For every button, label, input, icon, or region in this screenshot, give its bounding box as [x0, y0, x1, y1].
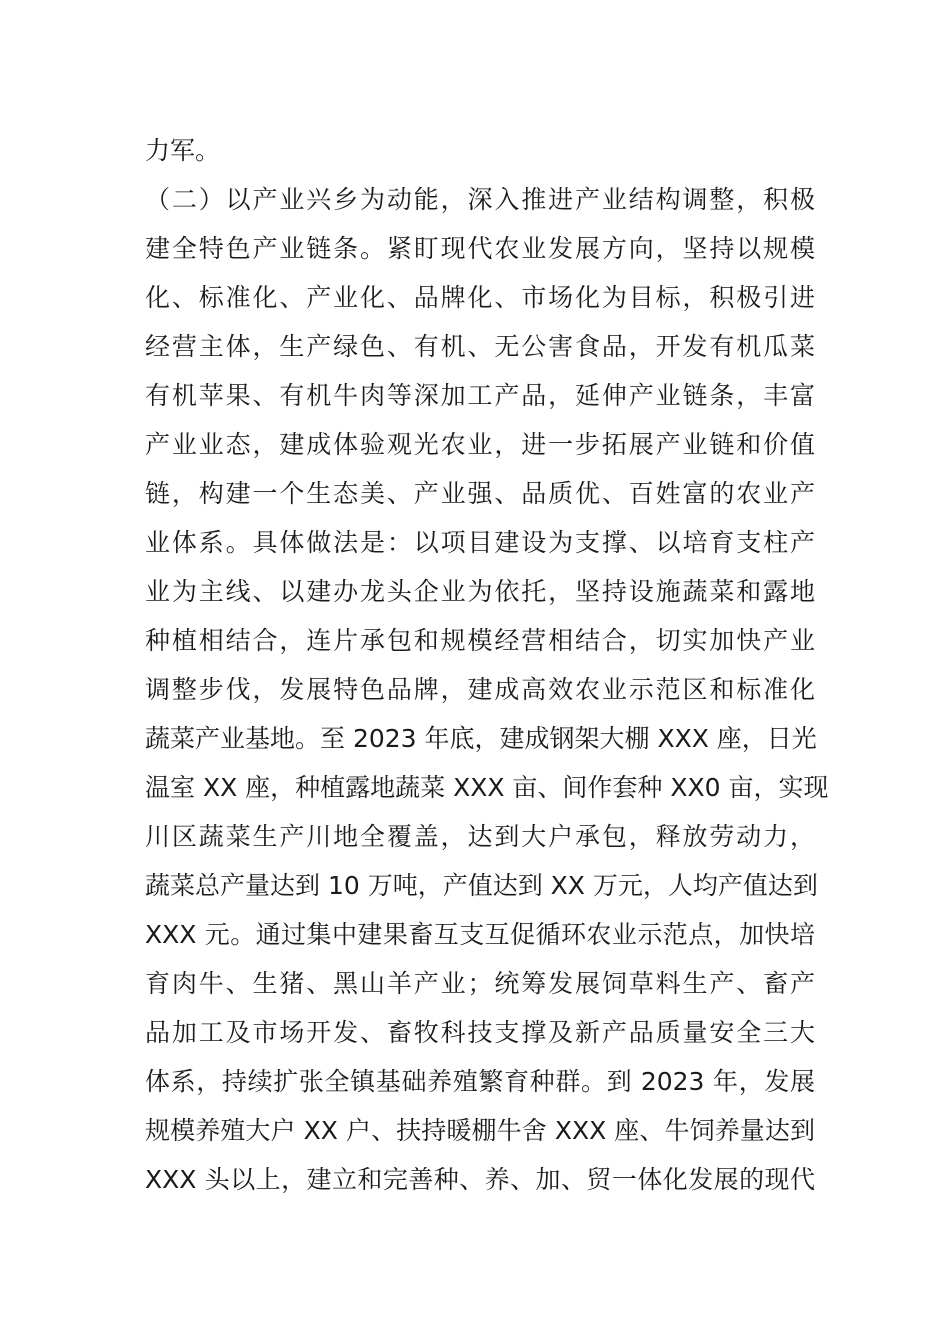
- text-line: 川区蔬菜生产川地全覆盖，达到大户承包，释放劳动力，: [145, 822, 815, 851]
- text-line: XXX 元。通过集中建果畜互支互促循环农业示范点，加快培: [145, 920, 815, 949]
- text-line: 产业业态，建成体验观光农业，进一步拓展产业链和价值: [145, 430, 815, 459]
- text-line: 蔬菜总产量达到 10 万吨，产值达到 XX 万元，人均产值达到: [145, 871, 818, 900]
- text-line: XXX 头以上，建立和完善种、养、加、贸一体化发展的现代: [145, 1165, 815, 1194]
- text-line: 经营主体，生产绿色、有机、无公害食品，开发有机瓜菜: [145, 332, 815, 361]
- text-line: 业体系。具体做法是：以项目建设为支撑、以培育支柱产: [145, 528, 815, 557]
- text-line: 蔬菜产业基地。至 2023 年底，建成钢架大棚 XXX 座，日光: [145, 724, 817, 753]
- text-line: 种植相结合，连片承包和规模经营相结合，切实加快产业: [145, 626, 815, 655]
- text-line: 有机苹果、有机牛肉等深加工产品，延伸产业链条，丰富: [145, 381, 815, 410]
- text-line: 温室 XX 座，种植露地蔬菜 XXX 亩、间作套种 XX0 亩，实现: [145, 773, 829, 802]
- text-line: 业为主线、以建办龙头企业为依托，坚持设施蔬菜和露地: [145, 577, 815, 606]
- text-line: 体系，持续扩张全镇基础养殖繁育种群。到 2023 年，发展: [145, 1067, 815, 1096]
- text-line: 链，构建一个生态美、产业强、品质优、百姓富的农业产: [145, 479, 815, 508]
- text-line: 育肉牛、生猪、黑山羊产业；统筹发展饲草料生产、畜产: [145, 969, 815, 998]
- text-line: 建全特色产业链条。紧盯现代农业发展方向，坚持以规模: [145, 234, 815, 263]
- text-line: 力军。: [145, 136, 221, 165]
- text-line: 规模养殖大户 XX 户、扶持暖棚牛舍 XXX 座、牛饲养量达到: [145, 1116, 815, 1145]
- text-line: 调整步伐，发展特色品牌，建成高效农业示范区和标准化: [145, 675, 815, 704]
- text-line: （二）以产业兴乡为动能，深入推进产业结构调整，积极: [145, 185, 815, 214]
- text-line: 品加工及市场开发、畜牧科技支撑及新产品质量安全三大: [145, 1018, 815, 1047]
- text-line: 化、标准化、产业化、品牌化、市场化为目标，积极引进: [145, 283, 815, 312]
